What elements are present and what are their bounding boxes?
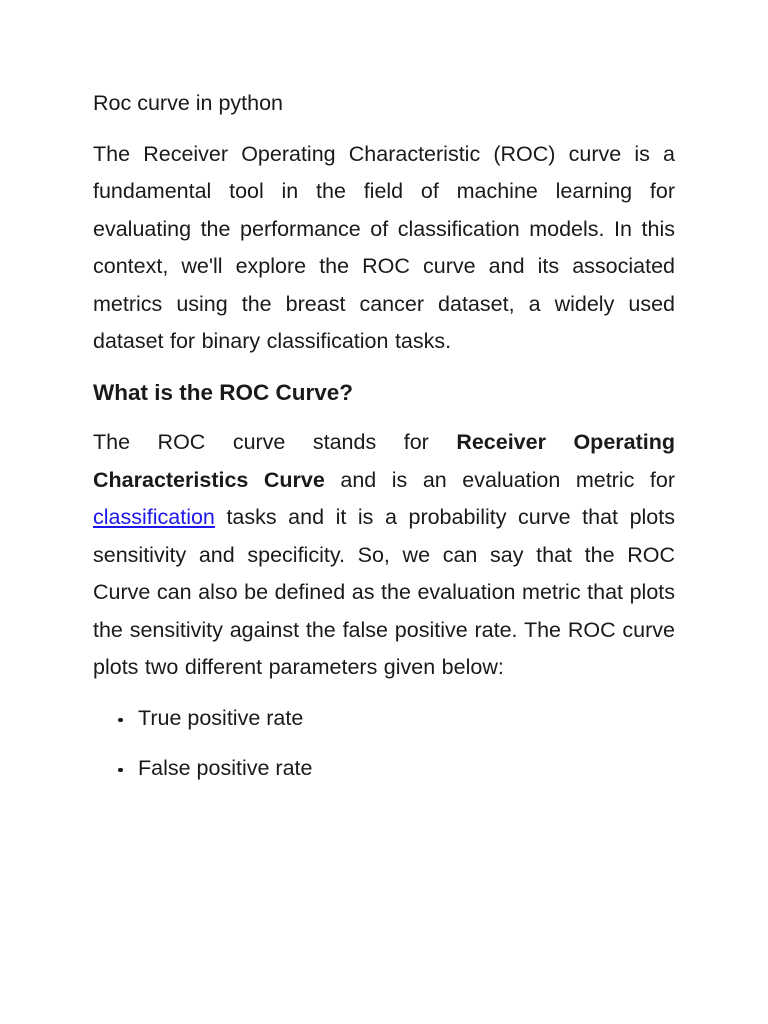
page-title: Roc curve in python [93, 91, 284, 115]
definition-lead-text: The ROC curve stands for [93, 430, 457, 454]
list-item-label: False positive rate [138, 755, 313, 780]
list-item-label: True positive rate [138, 705, 304, 730]
classification-link[interactable]: classification [93, 505, 215, 529]
parameters-list [93, 700, 675, 788]
definition-mid-text: and is an evaluation metric for [324, 467, 675, 492]
list-item-false-positive-rate [93, 750, 675, 788]
section-heading: What is the ROC Curve? [93, 379, 354, 405]
definition-paragraph [93, 424, 675, 687]
intro-paragraph: The Receiver Operating Characteristic (ROC) curve is a fundamental tool in the field of machine learning for evaluating the performance of classification models. In this context, we'll explore the ROC curve and its associated metrics using the breast cancer dataset, a widely used dataset for binary classification tasks. [93, 141, 675, 353]
bullet-dot-icon [118, 718, 123, 723]
definition-bold-text: Receiver Operating Characteristics Curve [93, 430, 675, 492]
list-item-true-positive-rate [93, 700, 675, 738]
bullet-dot-icon [118, 768, 123, 773]
definition-tail-text: tasks and it is a probability curve that plots sensitivity and specificity. So, we can say that the ROC Curve can also be defined as the evaluation metric that plots the sensitivity against the false positive rate. The ROC curve plots two different parameters given below: [93, 505, 675, 679]
